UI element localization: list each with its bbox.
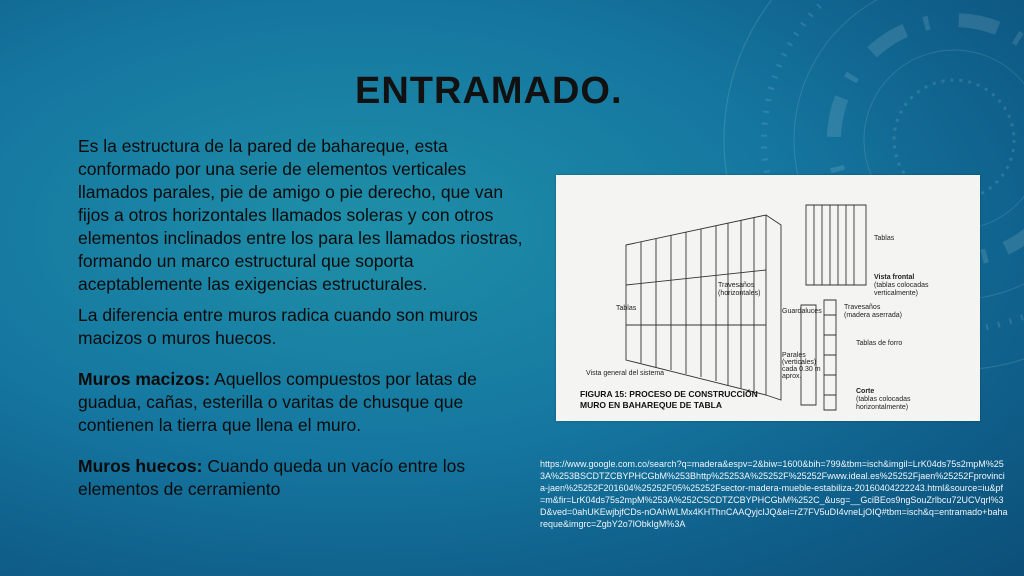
fig-caption-line1: FIGURA 15: PROCESO DE CONSTRUCCIÓN [580,389,758,399]
fig-label-vista-general: Vista general del sistema [586,370,665,377]
slide-body [78,135,533,501]
muros-macizos-text: Aquellos compuestos por latas de guadua, cañas, esterilla o varitas de chusque que contienen la tierra que llena el muro. [78,369,477,435]
fig-label-travesanos2-1: Travesaños [844,304,881,311]
fig-label-tablas-forro: Tablas de forro [856,340,903,347]
muros-macizos-label: Muros macizos: [78,369,211,389]
fig-label-travesanos-1: Travesaños [718,282,755,289]
fig-label-parales-1: Parales [782,352,806,359]
fig-label-parales-3: cada 0.30 m [782,366,821,373]
fig-label-corte-sub1: (tablas colocadas [856,396,911,403]
bahareque-diagram [556,175,980,421]
fig-label-corte: Corte [856,388,875,395]
fig-label-vf-sub1: (tablas colocadas [874,282,929,289]
muros-huecos-text: Cuando queda un vacío entre los elementos de cerramiento [78,456,466,499]
fig-label-travesanos2-2: (madera aserrada) [844,312,902,319]
fig-caption-line2: MURO EN BAHAREQUE DE TABLA [580,400,722,410]
paragraph-muros-huecos [78,455,533,501]
fig-label-tablas-left: Tablas [616,305,637,312]
fig-label-vf-sub2: verticalmente) [874,290,918,297]
fig-label-vista-frontal: Vista frontal [874,274,915,281]
paragraph-difference: La diferencia entre muros radica cuando son muros macizos o muros huecos. [78,305,478,348]
construction-figure [556,175,980,421]
fig-label-corte-sub2: horizontalmente) [856,404,909,411]
fig-label-parales-4: aprox. [782,373,802,380]
paragraph-definition: Es la estructura de la pared de bahareque, esta conformado por una serie de elementos verticales llamados parales, pie de amigo o pie derecho, que van fijos a otros horizontales llamados soleras y con otros elementos inclinados entre los para les llamados riostras, formando un marco estructural que soporta aceptablemente las exigencias estructurales. [78,136,523,294]
fig-label-parales-2: (verticales) [782,359,817,366]
fig-label-tablas-top: Tablas [874,235,895,242]
fig-label-travesanos-2: (horizontales) [718,290,761,297]
source-url[interactable]: https://www.google.com.co/search?q=madera&espv=2&biw=1600&bih=799&tbm=isch&imgil=LrK04ds75s2mpM%253A%253BSCDTZCBYPHCGbM%253Bhttp%25253A%25252F%25252Fwww.ideal.es%25252Fjaen%25252Fprovincia-jaen%25252F201604%25252F05%25252Fsector-madera-mueble-estabiliza-20160404222243.html&source=iu&pf=m&fir=LrK04ds75s2mpM%253A%252CSCDTZCBYPHCGbM%252C_&usg=__GciBEos9ngSouZrlbcu72UCVqrl%3D&ved=0ahUKEwjbjfCDs-nOAhWLMx4KHThnCAAQyjcIJQ&ei=rZ7FV5uDI4vneLjOIQ#tbm=isch&q=entramado+bahareque&imgrc=ZgbY2o7lObkIgM%3A [540,459,1008,529]
paragraph-muros-macizos [78,368,533,437]
muros-huecos-label: Muros huecos: [78,456,203,476]
slide-title: ENTRAMADO. [355,70,623,112]
fig-label-guardaluces: Guardaluces [782,308,822,315]
